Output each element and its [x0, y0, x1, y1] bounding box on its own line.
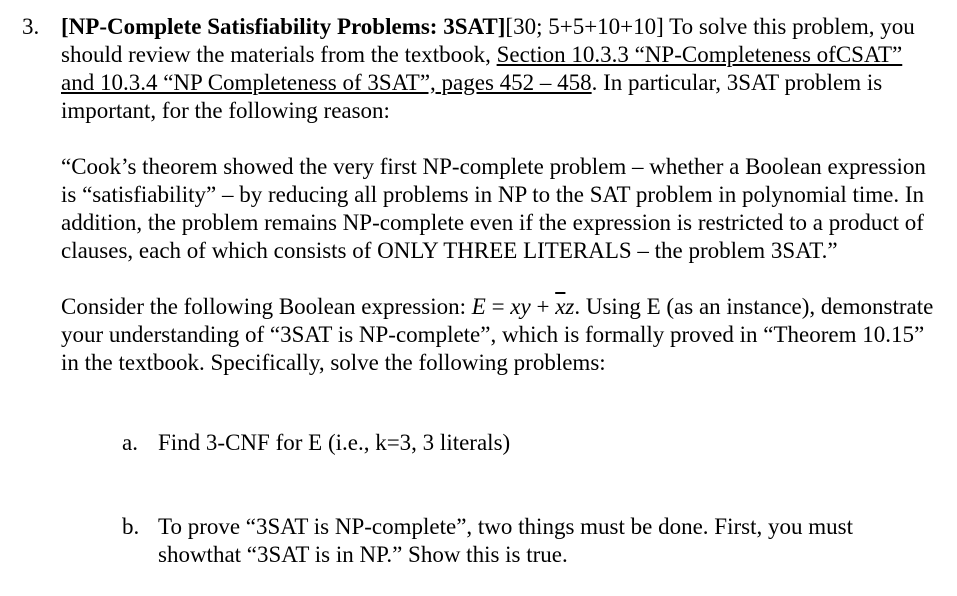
expr-z: z [565, 294, 575, 319]
intro-paragraph [61, 13, 941, 125]
expr-xy: xy [510, 294, 531, 319]
expr-x-bar: $\overline{x}$ [555, 294, 566, 319]
consider-text-1: Consider the following Boolean expression: [61, 294, 472, 319]
sub-question-b-text: To prove “3SAT is NP-complete”, two things must be done. First, you must showthat “3SAT is in NP.” Show this is true. [158, 514, 853, 567]
expr-plus: + [530, 294, 556, 319]
consider-text-2: . Using E (as an instance), demonstrate your understanding of “3SAT is NP-complete”, which is formally proved in “Theorem 10.15” in the textbook. Specifically, solve the following problems: [61, 294, 934, 375]
intro-text-2: . In particular, 3SAT problem is important, for the following reason: [61, 70, 883, 123]
expr-e: E [471, 294, 486, 319]
boolean-expression [472, 294, 575, 319]
textbook-section-link[interactable]: Section 10.3.3 “NP-Completeness ofCSAT” and 10.3.4 “NP Completeness of 3SAT”, pages 452 – 458 [61, 42, 903, 95]
question-points: [30; 5+5+10+10] [505, 14, 664, 39]
expr-equals: = [485, 294, 511, 319]
consider-paragraph [61, 293, 941, 377]
sub-question-a-text: Find 3-CNF for E (i.e., k=3, 3 literals) [158, 430, 511, 455]
sub-question-b-label: b. [122, 514, 140, 539]
question-number: 3. [22, 14, 40, 39]
intro-text-1: To solve this problem, you should review the materials from the textbook, [61, 14, 915, 67]
question-body [61, 13, 941, 377]
question-title: [NP-Complete Satisfiability Problems: 3SAT] [61, 14, 506, 39]
cook-theorem-quote: “Cook’s theorem showed the very first NP-complete problem – whether a Boolean expression is “satisfiability” – by reducing all problems in NP to the SAT problem in polynomial time. In addition, the problem remains NP-complete even if the expression is restricted to a product of clauses, each of which consists of ONLY THREE LITERALS – the problem 3SAT.” [61, 154, 926, 263]
sub-question-a-label: a. [122, 430, 138, 455]
